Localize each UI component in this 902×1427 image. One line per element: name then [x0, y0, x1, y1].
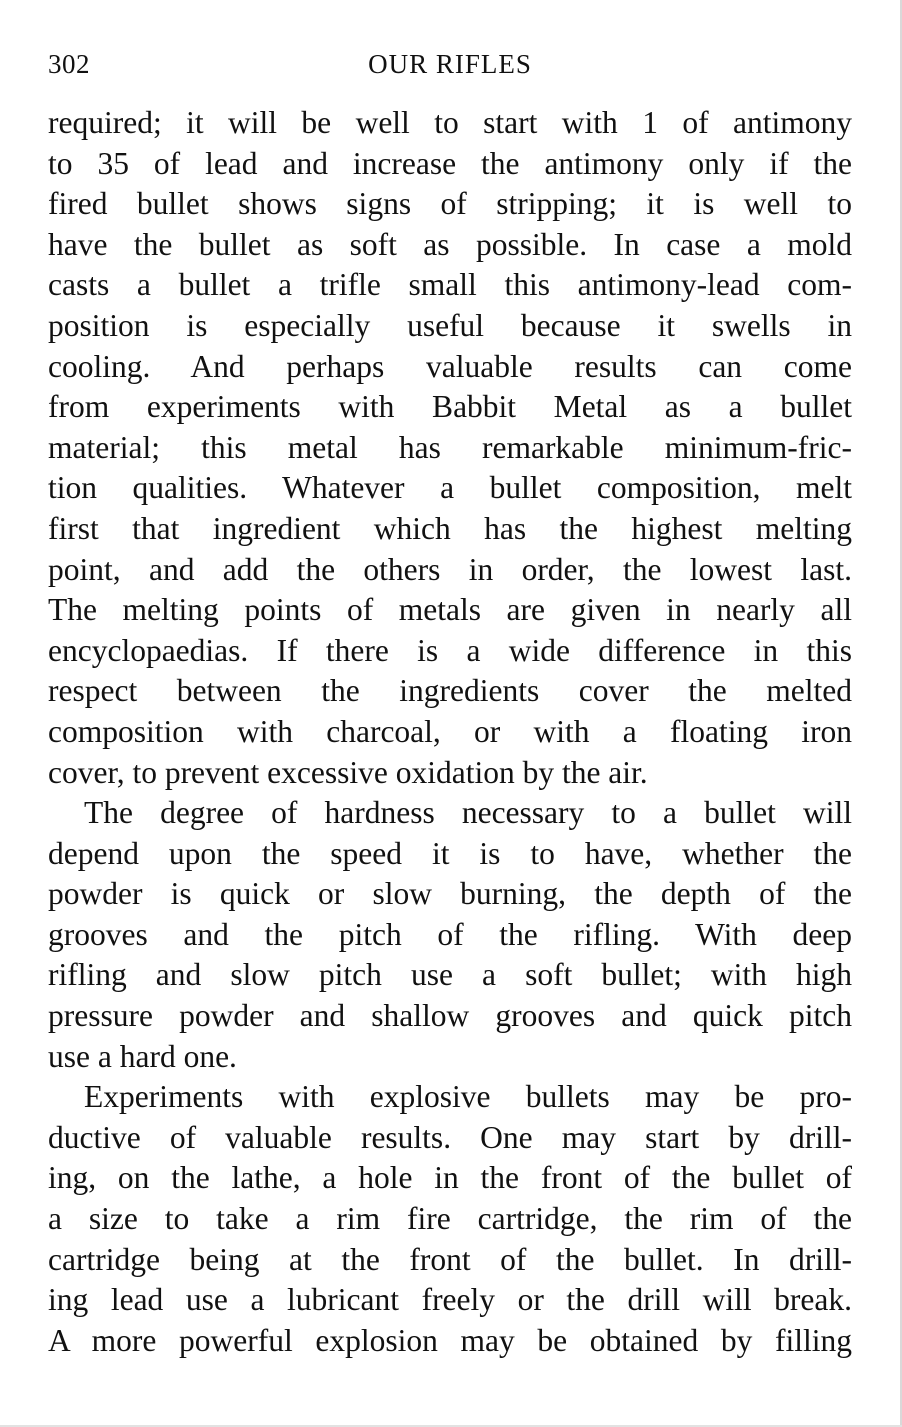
text-line: ductive of valuable results. One may start by drill- [48, 1119, 852, 1155]
text-line: The melting points of metals are given in nearly all [48, 592, 852, 628]
text-line: a size to take a rim fire cartridge, the rim of the [48, 1201, 852, 1237]
text-line: grooves and the pitch of the rifling. With deep [48, 916, 852, 952]
text-line: use a hard one. [48, 1038, 237, 1074]
text-line: pressure powder and shallow grooves and quick pitch [48, 998, 852, 1034]
text-line: from experiments with Babbit Metal as a bullet [48, 389, 852, 425]
text-line: depend upon the speed it is to have, whether the [48, 835, 852, 871]
text-line: rifling and slow pitch use a soft bullet; with high [48, 957, 852, 993]
paragraph-start-line: Experiments with explosive bullets may be pro- [84, 1079, 852, 1115]
text-line: material; this metal has remarkable minimum-fric- [48, 429, 852, 465]
running-head [48, 44, 852, 84]
text-line: tion qualities. Whatever a bullet composition, melt [48, 470, 852, 506]
text-line: encyclopaedias. If there is a wide difference in this [48, 632, 852, 668]
page-number: 302 [48, 49, 90, 79]
text-line: ing lead use a lubricant freely or the drill will break. [48, 1282, 852, 1318]
text-line: position is especially useful because it swells in [48, 307, 852, 343]
text-line: point, and add the others in order, the lowest last. [48, 551, 852, 587]
text-line: powder is quick or slow burning, the depth of the [48, 876, 852, 912]
text-line: cover, to prevent excessive oxidation by the air. [48, 754, 648, 790]
text-line: respect between the ingredients cover the melted [48, 673, 852, 709]
text-line: have the bullet as soft as possible. In case a mold [48, 226, 852, 262]
text-line: to 35 of lead and increase the antimony only if the [48, 145, 852, 181]
running-title: OUR RIFLES [368, 49, 532, 79]
text-line: ing, on the lathe, a hole in the front of the bullet of [48, 1160, 852, 1196]
text-line: required; it will be well to start with 1 of antimony [48, 105, 852, 140]
text-line: casts a bullet a trifle small this antimony-lead com- [48, 267, 852, 303]
text-line: A more powerful explosion may be obtained by filling [48, 1322, 852, 1358]
text-line: composition with charcoal, or with a floating iron [48, 713, 852, 749]
paragraph-start-line: The degree of hardness necessary to a bullet will [84, 795, 852, 831]
body-text [48, 103, 852, 1361]
text-line: fired bullet shows signs of stripping; it is well to [48, 186, 852, 222]
text-line: first that ingredient which has the highest melting [48, 510, 852, 546]
text-line: cooling. And perhaps valuable results can come [48, 348, 852, 384]
text-line: cartridge being at the front of the bullet. In drill- [48, 1241, 852, 1277]
